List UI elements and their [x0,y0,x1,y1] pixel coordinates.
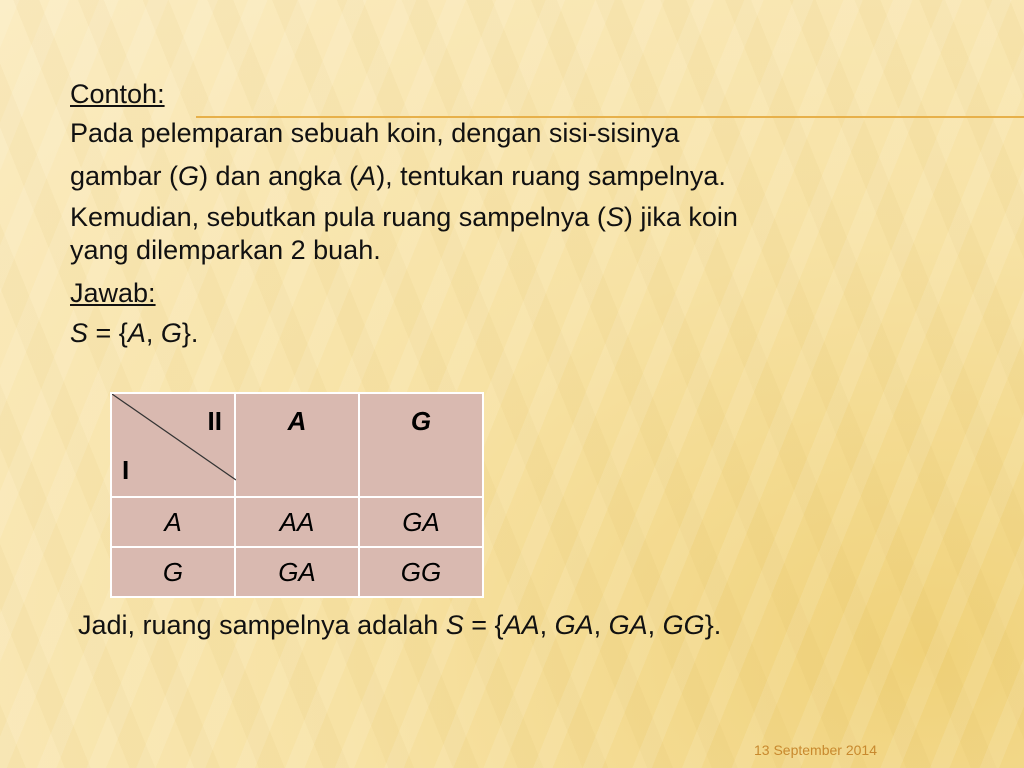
set-text: = { [88,318,128,348]
set-text: , [539,610,555,640]
question-paragraph-2 [70,201,970,267]
symbol-a: A [127,318,146,348]
set-text: = { [463,610,504,640]
symbol-s: S [70,318,89,348]
question-paragraph [70,117,970,193]
table-corner-cell [111,393,235,497]
set-text: , [145,318,161,348]
symbol-s: S [445,610,464,640]
contoh-heading [70,78,970,111]
symbol-s: S [605,202,624,232]
question-line-4: yang dilemparkan 2 buah. [70,235,381,265]
table-cell: GG [359,547,483,597]
contoh-label: Contoh: [70,79,165,109]
row-header: A [111,497,235,547]
conclusion-text [78,608,721,642]
slide-content [70,78,970,350]
sample-space-table [110,392,484,598]
jawab-heading [70,277,970,310]
table-cell: GA [235,547,359,597]
question-text: ), tentukan ruang sampelnya. [376,161,726,191]
corner-label-ii: II [207,406,222,436]
question-line-1: Pada pelemparan sebuah koin, dengan sisi-sisinya [70,118,680,148]
outcome: GG [662,610,705,640]
symbol-g: G [160,318,182,348]
table-row [111,497,483,547]
set-text: , [647,610,663,640]
outcome: GA [554,610,594,640]
symbol-a: A [358,161,377,191]
set-text: }. [704,610,722,640]
table-row [111,547,483,597]
outcome: AA [503,610,540,640]
outcome: GA [608,610,648,640]
jawab-label: Jawab: [70,278,156,308]
corner-label-i: I [122,455,130,485]
table-cell: AA [235,497,359,547]
sample-space-single [70,316,970,350]
set-text: }. [181,318,199,348]
table-cell: GA [359,497,483,547]
conclusion-prefix: Jadi, ruang sampelnya adalah [78,610,446,640]
question-text: Kemudian, sebutkan pula ruang sampelnya ( [70,202,606,232]
question-line-3 [70,201,970,234]
symbol-g: G [178,161,200,191]
column-header: A [235,393,359,497]
column-header: G [359,393,483,497]
footer-date: 13 September 2014 [754,742,877,758]
row-header: G [111,547,235,597]
question-line-2 [70,160,970,193]
question-text: gambar ( [70,161,179,191]
table-header-row [111,393,483,497]
set-text: , [593,610,609,640]
question-text: ) dan angka ( [199,161,359,191]
question-text: ) jika koin [623,202,738,232]
